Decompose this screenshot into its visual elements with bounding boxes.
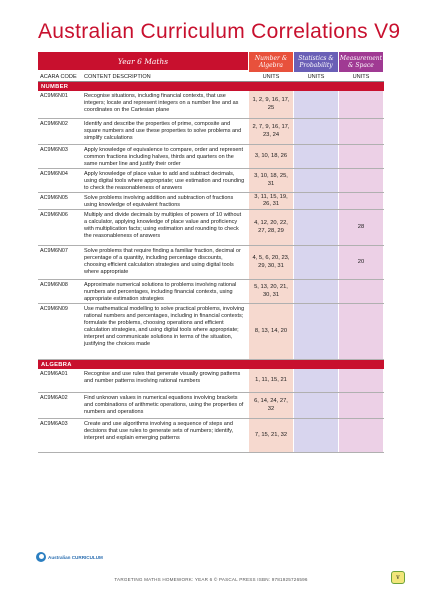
units-value: 4, 5, 6, 20, 23, 29, 30, 31 <box>252 255 290 269</box>
table-row <box>38 393 384 419</box>
units-value: 1, 2, 9, 16, 17, 25 <box>252 97 290 111</box>
acara-code-heading: ACARA CODE <box>40 73 77 80</box>
units-value: 3, 10, 18, 26 <box>254 152 288 159</box>
number-algebra-units <box>248 145 293 168</box>
table-header <box>38 52 384 72</box>
table-row <box>38 304 384 360</box>
measurement-space-units <box>338 369 383 392</box>
table-row <box>38 369 384 393</box>
number-algebra-units <box>248 193 293 209</box>
acara-code: AC9M6N05 <box>40 195 68 201</box>
number-algebra-units <box>248 246 293 279</box>
content-description: Identify and describe the properties of prime, composite and square numbers and use these properties to solve problems and simplify calculations <box>84 121 242 142</box>
measurement-space-units <box>338 304 383 359</box>
measurement-space-units <box>338 393 383 418</box>
units-heading: UNITS <box>248 72 293 81</box>
units-value: 1, 11, 15, 21 <box>255 376 287 383</box>
content-description: Multiply and divide decimals by multiples of powers of 10 without a calculator, applying knowledge of place value and proficiency with multiplication facts; using estimation and rounding to check the reasonableness of answers <box>84 212 242 240</box>
number-algebra-units <box>248 119 293 144</box>
measurement-space-units <box>338 119 383 144</box>
measurement-space-units <box>338 280 383 303</box>
table-row <box>38 169 384 193</box>
statistics-probability-units <box>293 304 338 359</box>
statistics-probability-units <box>293 210 338 245</box>
content-description: Find unknown values in numerical equations involving brackets and combinations of arithmetic operations, using the properties of numbers and operations <box>84 395 244 416</box>
statistics-probability-units <box>293 419 338 452</box>
content-description: Apply knowledge of place value to add and subtract decimals, using digital tools where appropriate; use estimation and rounding to check the reasonableness of answers <box>84 171 245 192</box>
units-heading: UNITS <box>338 72 383 81</box>
number-algebra-units <box>248 169 293 192</box>
logo-text: Australian CURRICULUM <box>48 554 103 560</box>
acara-code: AC9M6N02 <box>40 121 68 127</box>
number-algebra-units <box>248 210 293 245</box>
content-description: Solve problems that require finding a familiar fraction, decimal or percentage of a quantity, including percentage discounts, choosing efficient calculation strategies and using digital tools where appropriate <box>84 248 241 276</box>
units-value: 3, 11, 15, 19, 26, 31 <box>254 193 288 207</box>
measurement-space-units <box>338 91 383 118</box>
curriculum-logo <box>36 552 103 562</box>
strand-label: ALGEBRA <box>38 360 384 369</box>
statistics-probability-units <box>293 246 338 279</box>
content-description-heading: CONTENT DESCRIPTION <box>84 73 151 80</box>
acara-code: AC9M6N09 <box>40 306 68 312</box>
measurement-space-units <box>338 246 383 279</box>
units-value: 7, 15, 21, 32 <box>254 431 288 438</box>
correlation-table <box>38 52 384 453</box>
acara-code: AC9M6N04 <box>40 171 68 177</box>
strand-label: NUMBER <box>38 82 384 91</box>
content-description: Apply knowledge of equivalence to compare, order and represent common fractions including halves, thirds and quarters on the same number line and justify their order <box>84 147 243 168</box>
measurement-space-units <box>338 210 383 245</box>
acara-code: AC9M6N06 <box>40 212 68 218</box>
measurement-space-units <box>338 145 383 168</box>
page-number: v <box>391 571 405 584</box>
units-value: 6, 14, 24, 27, 32 <box>254 398 288 412</box>
acara-code: AC9M6A02 <box>40 395 68 401</box>
units-value: 8, 13, 14, 20 <box>254 327 288 334</box>
statistics-probability-units <box>293 393 338 418</box>
table-row <box>38 91 384 119</box>
content-description: Recognise and use rules that generate visually growing patterns and number patterns involving rational numbers <box>84 371 241 385</box>
strand-heading-statistics-probability: Statistics & Probability <box>293 52 338 72</box>
content-description: Recognise situations, including financial contexts, that use integers; locate and represent integers on a number line and as coordinates on the Cartesian plane <box>84 93 239 114</box>
number-algebra-units <box>248 280 293 303</box>
statistics-probability-units <box>293 369 338 392</box>
content-description: Use mathematical modelling to solve practical problems, involving rational numbers and percentages, including in financial contexts; formulate the problems, choosing operations and efficient calculation strategies, and using digital tools where appropriate; interpret and communicate solutions in terms of the situation, justifying the choices made <box>84 306 245 348</box>
content-description: Solve problems involving addition and subtraction of fractions using knowledge of equivalent fractions <box>84 195 234 209</box>
units-value: 20 <box>357 258 365 265</box>
strand-heading-number-algebra: Number & Algebra <box>248 52 293 72</box>
units-value: 3, 10, 18, 25, 31 <box>254 173 288 187</box>
table-row <box>38 193 384 210</box>
measurement-space-units <box>338 169 383 192</box>
content-description: Approximate numerical solutions to problems involving rational numbers and percentages, including financial contexts, using appropriate estimation strategies <box>84 282 237 303</box>
measurement-space-units <box>338 419 383 452</box>
table-row <box>38 210 384 246</box>
statistics-probability-units <box>293 91 338 118</box>
units-value: 5, 13, 20, 21, 30, 31 <box>254 284 288 298</box>
table-row <box>38 419 384 453</box>
statistics-probability-units <box>293 193 338 209</box>
units-value: 2, 7, 9, 16, 17, 23, 24 <box>252 124 290 138</box>
year-heading: Year 6 Maths <box>38 52 248 72</box>
number-algebra-units <box>248 369 293 392</box>
table-row <box>38 145 384 169</box>
footer-text: TARGETING MATHS HOMEWORK: YEAR 6 © PASCAL PRESS ISBN: 9781925726596 <box>114 577 308 582</box>
content-description: Create and use algorithms involving a sequence of steps and decisions that use rules to generate sets of numbers; identify, interpret and explain emerging patterns <box>84 421 234 442</box>
statistics-probability-units <box>293 119 338 144</box>
page-title: Australian Curriculum Correlations V9 <box>38 20 401 43</box>
number-algebra-units <box>248 304 293 359</box>
acara-code: AC9M6N07 <box>40 248 68 254</box>
number-algebra-units <box>248 419 293 452</box>
strand-heading-measurement-space: Measurement & Space <box>338 52 383 72</box>
table-body <box>38 82 384 453</box>
acara-code: AC9M6N03 <box>40 147 68 153</box>
acara-code: AC9M6N01 <box>40 93 68 99</box>
number-algebra-units <box>248 91 293 118</box>
table-row <box>38 246 384 280</box>
statistics-probability-units <box>293 169 338 192</box>
acara-code: AC9M6N08 <box>40 282 68 288</box>
table-row <box>38 119 384 145</box>
table-row <box>38 280 384 304</box>
acara-code: AC9M6A03 <box>40 421 68 427</box>
units-value: 4, 12, 20, 22, 27, 28, 29 <box>254 220 288 234</box>
measurement-space-units <box>338 193 383 209</box>
units-heading: UNITS <box>293 72 338 81</box>
number-algebra-units <box>248 393 293 418</box>
acara-code: AC9M6A01 <box>40 371 68 377</box>
column-headings <box>38 72 384 82</box>
statistics-probability-units <box>293 145 338 168</box>
statistics-probability-units <box>293 280 338 303</box>
units-value: 28 <box>357 223 365 230</box>
logo-icon <box>36 552 46 562</box>
